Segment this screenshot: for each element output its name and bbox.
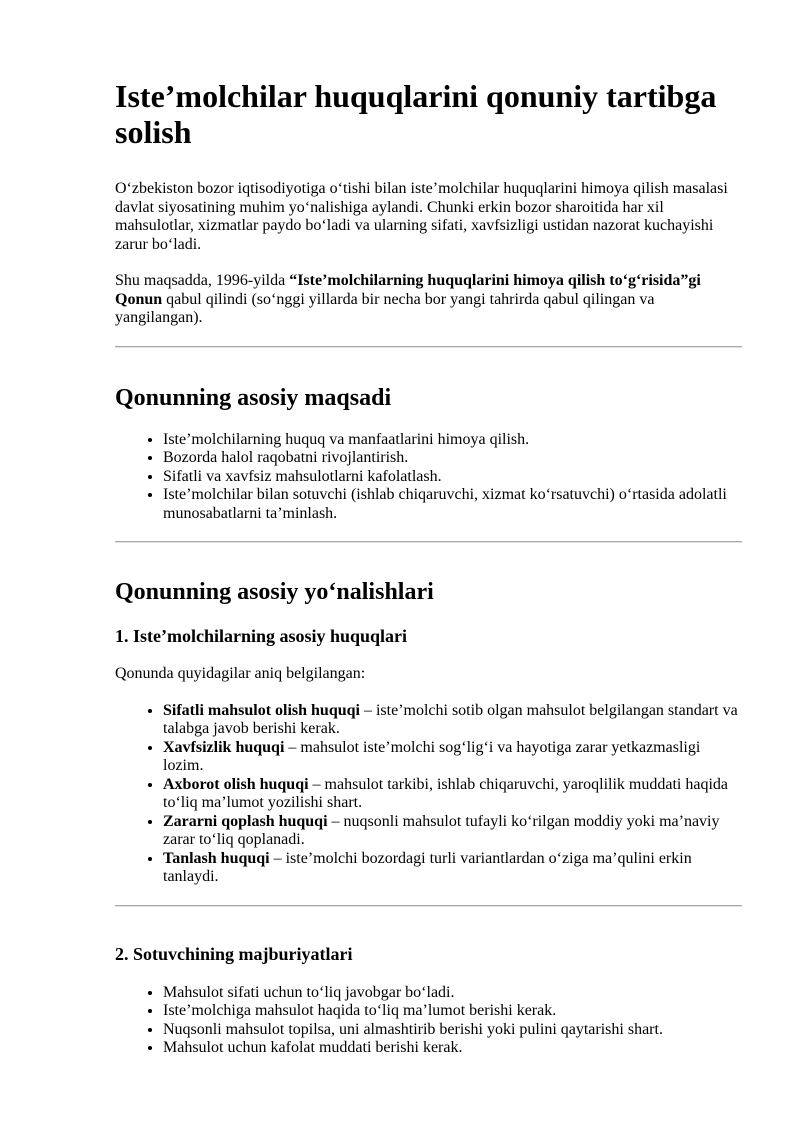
intro-paragraph-2: [115, 272, 742, 328]
list-item: • Nuqsonli mahsulot topilsa, uni almashtirib berishi yoki pulini qaytarishi shart.: [163, 1021, 742, 1040]
seller-duties-list: [115, 984, 742, 1058]
right-term: Axborot olish huquqi: [163, 775, 309, 793]
list-item: • Iste’molchilar bilan sotuvchi (ishlab chiqaruvchi, xizmat ko‘rsatuvchi) o‘rtasida adolatli munosabatlarni ta’minlash.: [163, 486, 742, 523]
right-text: – nuqsonli mahsulot tufayli ko‘rilgan moddiy yoki ma’naviy zarar to‘liq qoplanadi.: [163, 812, 720, 848]
subsection-2-heading: 2. Sotuvchining majburiyatlari: [115, 943, 353, 964]
list-item: [163, 813, 742, 850]
list-item: • Bozorda halol raqobatni rivojlantirish.: [163, 449, 742, 468]
right-text: – iste’molchi bozordagi turli variantlardan o‘ziga ma’qulini erkin tanlaydi.: [163, 849, 692, 885]
right-term: Tanlash huquqi: [163, 849, 270, 867]
goal-list: [115, 431, 742, 524]
section-goal-heading: Qonunning asosiy maqsadi: [115, 384, 392, 411]
right-text: – mahsulot tarkibi, ishlab chiqaruvchi, yaroqlilik muddati haqida to‘liq ma’lumot yozilishi shart.: [163, 775, 729, 811]
list-item: [163, 850, 742, 887]
list-item: • Mahsulot uchun kafolat muddati berishi kerak.: [163, 1039, 742, 1058]
divider-1: [115, 346, 742, 348]
divider-2: [115, 541, 742, 543]
right-text: – iste’molchi sotib olgan mahsulot belgilangan standart va talabga javob berishi kerak.: [163, 701, 738, 737]
right-text: – mahsulot iste’molchi sog‘lig‘i va hayotiga zarar yetkazmasligi lozim.: [163, 738, 701, 774]
right-term: Xavfsizlik huquqi: [163, 738, 285, 756]
list-item: [163, 702, 742, 739]
law-name: “Iste’molchilarning huquqlarini himoya qilish to‘g‘risida”gi Qonun: [115, 272, 701, 308]
list-item: • Mahsulot sifati uchun to‘liq javobgar bo‘ladi.: [163, 984, 742, 1003]
subsection-1-lead: Qonunda quyidagilar aniq belgilangan:: [115, 665, 366, 682]
right-term: Sifatli mahsulot olish huquqi: [163, 701, 360, 719]
list-item: • Iste’molchiga mahsulot haqida to‘liq ma’lumot berishi kerak.: [163, 1002, 742, 1021]
right-term: Zararni qoplash huquqi: [163, 812, 328, 830]
list-item: [163, 739, 742, 776]
intro-paragraph-2-prefix: Shu maqsadda, 1996-yilda: [115, 272, 290, 289]
list-item: [163, 776, 742, 813]
section-directions-heading: Qonunning asosiy yo‘nalishlari: [115, 579, 434, 605]
rights-list: [115, 702, 742, 887]
intro-paragraph-2-suffix: qabul qilindi (so‘nggi yillarda bir necha bor yangi tahrirda qabul qilingan va yangilangan).: [115, 290, 655, 326]
page-title: Iste’molchilar huquqlarini qonuniy tartibga solish: [115, 78, 717, 150]
divider-3: [115, 905, 742, 907]
subsection-1-heading: 1. Iste’molchilarning asosiy huquqlari: [115, 626, 408, 646]
intro-paragraph-1: O‘zbekiston bozor iqtisodiyotiga o‘tishi bilan iste’molchilar huquqlarini himoya qilish masalasi davlat siyosatining muhim yo‘nalishiga aylandi. Chunki erkin bozor sharoitida har xil mahsulotlar, xizmatlar paydo bo‘ladi va ularning sifati, xavfsizligi ustidan nazorat kuchayishi zarur bo‘ladi.: [115, 180, 728, 253]
list-item: • Iste’molchilarning huquq va manfaatlarini himoya qilish.: [163, 431, 742, 450]
list-item: • Sifatli va xavfsiz mahsulotlarni kafolatlash.: [163, 468, 742, 487]
